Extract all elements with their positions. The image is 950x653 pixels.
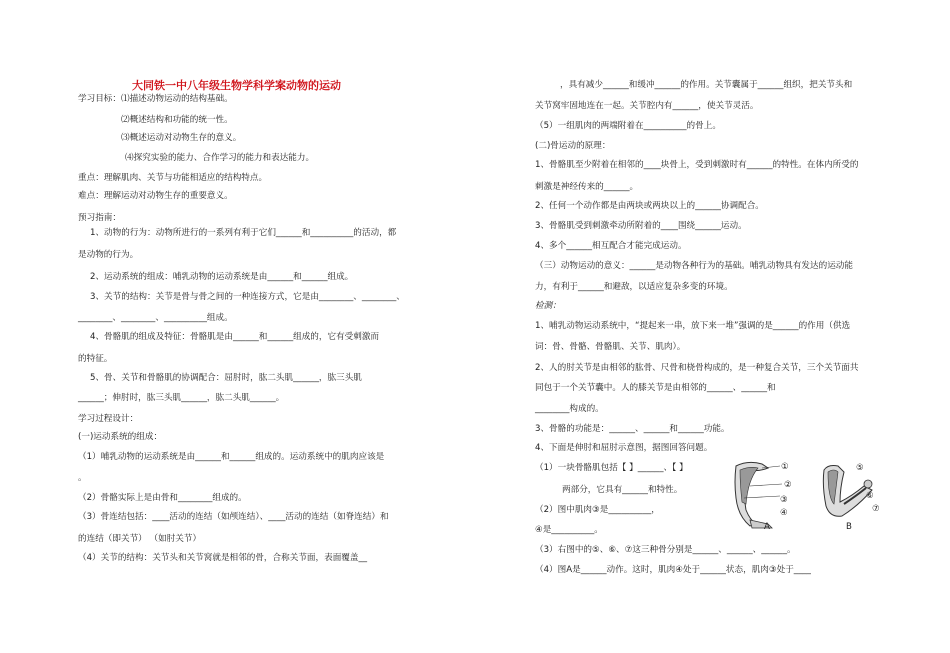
text-line: 2、运动系统的组成：哺乳动物的运动系统是由______和______组成。 bbox=[90, 272, 354, 282]
text-line: （3）右图中的⑤、⑥、⑦这三种骨分别是______、______、______。 bbox=[535, 545, 796, 555]
text-line: ，具有减少______和缓冲______的作用。关节囊属于______组织，把关节头和 bbox=[560, 80, 853, 90]
text-line: 关节窝牢固地连在一起。关节腔内有______，使关节灵活。 bbox=[535, 101, 759, 111]
text-line: 词：骨、骨骼、骨骼肌、关节、肌肉）。 bbox=[535, 342, 686, 352]
text-line: 4、下面是伸肘和屈肘示意图，据图回答问题。 bbox=[535, 443, 713, 453]
marker: ② bbox=[784, 480, 792, 490]
figure-label-b: B bbox=[846, 522, 852, 532]
text-line: 的特征。 bbox=[78, 354, 113, 364]
text-line: 预习指南： bbox=[78, 213, 121, 223]
text-line: （三）动物运动的意义：______是动物各种行为的基础。哺乳动物具有发达的运动能 bbox=[535, 261, 853, 271]
text-line: 难点：理解运动对动物生存的重要意义。 bbox=[78, 191, 233, 201]
text-line: （2）骨骼实际上是由骨和________组成的。 bbox=[78, 493, 247, 503]
text-line: （1）一块骨骼肌包括【 】______、【 】 bbox=[535, 463, 688, 473]
text-line: (二)骨运动的原理： bbox=[535, 141, 611, 151]
marker: ⑤ bbox=[856, 463, 864, 473]
marker: ⑦ bbox=[872, 504, 880, 514]
text-line: 力，有利于______和避敌，以适应复杂多变的环境。 bbox=[535, 282, 733, 292]
text-line: 2、人的肘关节是由相邻的肱骨、尺骨和桡骨构成的，是一种复合关节，三个关节面共 bbox=[535, 363, 859, 373]
text-line: 的连结（即关节） （如肘关节） bbox=[78, 534, 202, 544]
marker: ④ bbox=[780, 508, 788, 518]
text-line: ________、________、__________组成。 bbox=[78, 313, 233, 323]
text-line: 3、骨骼的功能是：______、______和______功能。 bbox=[535, 424, 730, 434]
text-line: （2）图中肌肉③是__________， bbox=[535, 505, 660, 515]
text-line: 刺激是神经传来的______。 bbox=[535, 182, 639, 192]
marker: ① bbox=[781, 462, 789, 472]
text-line: 学习目标：⑴描述动物运动的结构基础。 bbox=[78, 94, 233, 104]
text-line: 同包于一个关节囊中。人的膝关节是由相邻的______、______和 bbox=[535, 383, 776, 393]
text-line: （4）图A是______动作。这时，肌肉④处于______状态，肌肉③处于____ bbox=[535, 565, 811, 575]
text-line: （4）关节的结构：关节头和关节窝就是相邻的骨，合称关节面，表面覆盖__ bbox=[78, 553, 368, 563]
text-line: 1、哺乳动物运动系统中，“提起来一串，放下来一堆”强调的是______的作用（供选 bbox=[535, 321, 851, 331]
text-line: 3、骨骼肌受到刺激牵动所附着的____围绕______运动。 bbox=[535, 221, 747, 231]
text-line: 检测： bbox=[535, 301, 561, 311]
figure-label-a: A bbox=[764, 522, 770, 532]
text-line: 4、多个______相互配合才能完成运动。 bbox=[535, 241, 687, 251]
page-title: 大同铁一中八年级生物学科学案动物的运动 bbox=[132, 79, 341, 92]
text-line: 1、骨骼肌至少附着在相邻的____块骨上，受到刺激时有______的特性。在体内所受的 bbox=[535, 160, 859, 170]
text-line: 两部分，它具有______和特性。 bbox=[562, 485, 683, 495]
text-line: （3）骨连结包括：____活动的连结（如颅连结）、____活动的连结（如脊连结）和 bbox=[78, 512, 389, 522]
text-line: （5）一组肌肉的两端附着在__________的骨上。 bbox=[535, 121, 721, 131]
text-line: ______；伸肘时，肱三头肌______，肱二头肌______。 bbox=[78, 393, 285, 403]
marker: ⑥ bbox=[866, 491, 874, 501]
text-line: 学习过程设计： bbox=[78, 414, 139, 424]
text-line: 是动物的行为。 bbox=[78, 250, 139, 260]
text-line: 重点：理解肌肉、关节与功能相适应的结构特点。 bbox=[78, 173, 268, 183]
marker: ③ bbox=[780, 495, 788, 505]
text-line: ④是__________。 bbox=[535, 525, 603, 535]
text-line: (一)运动系统的组成： bbox=[78, 432, 163, 442]
text-line: 4、骨骼肌的组成及特征：骨骼肌是由______和______组成的，它有受刺激而 bbox=[90, 332, 380, 342]
text-line: （1）哺乳动物的运动系统是由______和______组成的。运动系统中的肌肉应该是 bbox=[78, 452, 385, 462]
text-line: 5、骨、关节和骨骼肌的协调配合：屈肘时，肱二头肌______，肱三头肌 bbox=[90, 373, 362, 383]
text-line: ________构成的。 bbox=[535, 404, 604, 414]
text-line: 2、任何一个动作都是由两块或两块以上的______协调配合。 bbox=[535, 201, 764, 211]
text-line: ⑷探究实验的能力、合作学习的能力和表达能力。 bbox=[125, 153, 315, 163]
text-line: 。 bbox=[78, 473, 87, 483]
text-line: ⑵概述结构和功能的统一性。 bbox=[121, 115, 233, 125]
text-line: 1、动物的行为：动物所进行的一系列有利于它们______和__________的活动，都 bbox=[90, 228, 397, 238]
text-line: ⑶概述运动对动物生存的意义。 bbox=[121, 133, 242, 143]
text-line: 3、关节的结构：关节是骨与骨之间的一种连接方式，它是由________、________、 bbox=[90, 292, 405, 302]
